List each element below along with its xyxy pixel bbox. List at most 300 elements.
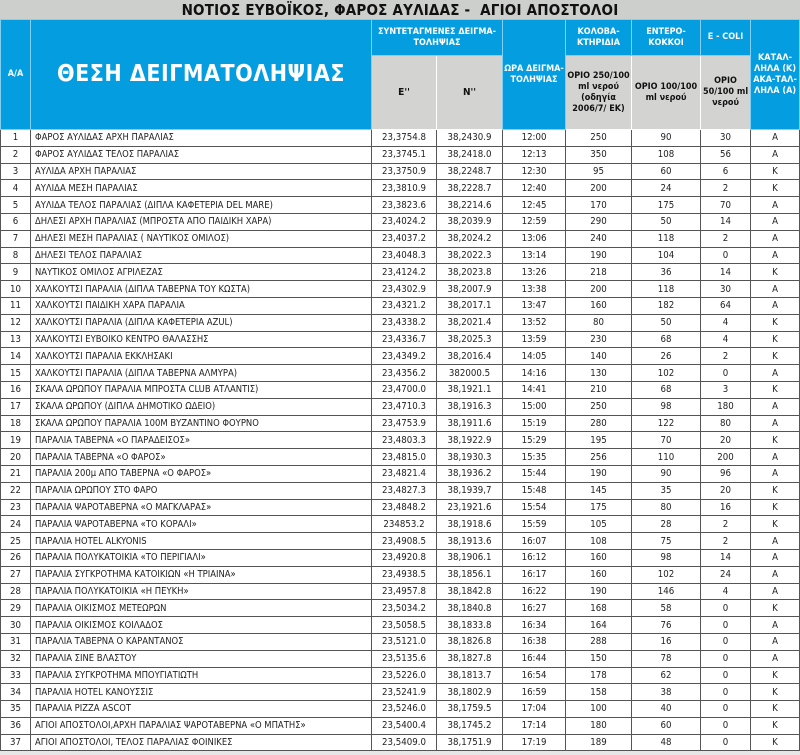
row-east: 23,4321.2	[372, 297, 437, 314]
row-number: 8	[1, 247, 31, 264]
row-enterococci: 48	[632, 734, 701, 751]
table-row	[1, 415, 800, 432]
row-number: 15	[1, 365, 31, 382]
row-ecoli: 2	[701, 230, 751, 247]
row-time: 16:07	[503, 533, 566, 550]
row-enterococci: 16	[632, 633, 701, 650]
row-east: 23,5034.2	[372, 600, 437, 617]
row-time: 16:12	[503, 549, 566, 566]
row-number: 34	[1, 684, 31, 701]
row-east: 23,4700.0	[372, 381, 437, 398]
row-east: 23,4957.8	[372, 583, 437, 600]
row-category: Α	[751, 415, 800, 432]
row-east: 23,3823.6	[372, 197, 437, 214]
row-number: 18	[1, 415, 31, 432]
row-ecoli: 0	[701, 701, 751, 718]
row-coliform: 105	[566, 516, 632, 533]
row-number: 17	[1, 398, 31, 415]
row-time: 13:38	[503, 281, 566, 298]
row-east: 23,4920.8	[372, 549, 437, 566]
row-ecoli: 200	[701, 449, 751, 466]
header-enterococci-limit: ΟΡΙΟ 100/100 ml νερού	[632, 56, 701, 130]
table-row	[1, 163, 800, 180]
row-location: ΠΑΡΑΛΙΑ ΟΙΚΙΣΜΟΣ ΜΕΤΕΩΡΩΝ	[31, 600, 372, 617]
row-coliform: 180	[566, 717, 632, 734]
row-category: Α	[751, 130, 800, 147]
row-ecoli: 4	[701, 314, 751, 331]
row-category: Κ	[751, 499, 800, 516]
row-location: ΔΗΛΕΣΙ ΑΡΧΗ ΠΑΡΑΛΙΑΣ (ΜΠΡΟΣΤΑ ΑΠΟ ΠΑΙΔΙΚΗ ΧΑΡΑ)	[31, 213, 372, 230]
row-category: Κ	[751, 314, 800, 331]
row-time: 13:59	[503, 331, 566, 348]
row-time: 17:04	[503, 701, 566, 718]
row-east: 23,4803.3	[372, 432, 437, 449]
row-ecoli: 0	[701, 684, 751, 701]
row-number: 32	[1, 650, 31, 667]
row-north: 382000.5	[437, 365, 503, 382]
row-category: Κ	[751, 163, 800, 180]
row-east: 23,4024.2	[372, 213, 437, 230]
row-coliform: 168	[566, 600, 632, 617]
table-row	[1, 633, 800, 650]
row-time: 13:47	[503, 297, 566, 314]
row-location: ΠΑΡΑΛΙΑ HOTEL ALKYONIS	[31, 533, 372, 550]
row-category: Α	[751, 633, 800, 650]
row-enterococci: 104	[632, 247, 701, 264]
row-number: 16	[1, 381, 31, 398]
row-category: Κ	[751, 264, 800, 281]
table-row	[1, 180, 800, 197]
header-ecoli: Ε - COLI	[701, 20, 751, 56]
row-coliform: 350	[566, 146, 632, 163]
row-enterococci: 60	[632, 163, 701, 180]
row-number: 9	[1, 264, 31, 281]
row-enterococci: 98	[632, 398, 701, 415]
row-time: 16:34	[503, 617, 566, 634]
row-ecoli: 80	[701, 415, 751, 432]
row-coliform: 108	[566, 533, 632, 550]
table-row	[1, 717, 800, 734]
row-coliform: 190	[566, 247, 632, 264]
row-coliform: 195	[566, 432, 632, 449]
row-east: 23,4037.2	[372, 230, 437, 247]
row-north: 38,1840.8	[437, 600, 503, 617]
table-row	[1, 381, 800, 398]
row-enterococci: 38	[632, 684, 701, 701]
row-number: 5	[1, 197, 31, 214]
row-number: 30	[1, 617, 31, 634]
row-north: 38,2214.6	[437, 197, 503, 214]
row-time: 12:00	[503, 130, 566, 147]
row-north: 38,2430.9	[437, 130, 503, 147]
row-time: 13:14	[503, 247, 566, 264]
row-location: ΠΑΡΑΛΙΑ ΣΥΓΚΡΟΤΗΜΑ ΜΠΟΥΓΙΑΤΙΩΤΗ	[31, 667, 372, 684]
row-number: 12	[1, 314, 31, 331]
row-north: 38,1921.1	[437, 381, 503, 398]
row-number: 37	[1, 734, 31, 751]
row-coliform: 240	[566, 230, 632, 247]
row-category: Α	[751, 465, 800, 482]
table-row	[1, 130, 800, 147]
row-location: ΠΑΡΑΛΙΑ HOTEL ΚΑΝΟΥΣΣΙΣ	[31, 684, 372, 701]
row-location: ΠΑΡΑΛΙΑ ΤΑΒΕΡΝΑ «Ο ΠΑΡΑΔΕΙΣΟΣ»	[31, 432, 372, 449]
row-ecoli: 4	[701, 583, 751, 600]
row-category: Κ	[751, 667, 800, 684]
row-number: 25	[1, 533, 31, 550]
table-row	[1, 516, 800, 533]
table-row	[1, 549, 800, 566]
row-east: 23,5226.0	[372, 667, 437, 684]
table-body	[1, 130, 800, 751]
row-east: 23,4349.2	[372, 348, 437, 365]
header-coliform-limit: ΟΡΙΟ 250/100 ml νερού (οδηγία 2006/7/ ΕΚ)	[566, 56, 632, 130]
row-coliform: 190	[566, 465, 632, 482]
table-row	[1, 398, 800, 415]
row-category: Κ	[751, 701, 800, 718]
row-time: 13:06	[503, 230, 566, 247]
header-north: Ν''	[437, 56, 503, 130]
row-enterococci: 28	[632, 516, 701, 533]
row-coliform: 200	[566, 281, 632, 298]
header-east: Ε''	[372, 56, 437, 130]
row-enterococci: 70	[632, 432, 701, 449]
row-ecoli: 2	[701, 516, 751, 533]
row-ecoli: 56	[701, 146, 751, 163]
row-north: 38,2021.4	[437, 314, 503, 331]
row-coliform: 130	[566, 365, 632, 382]
row-coliform: 218	[566, 264, 632, 281]
row-location: ΝΑΥΤΙΚΟΣ ΟΜΙΛΟΣ ΑΓΡΙΛΕΖΑΣ	[31, 264, 372, 281]
row-location: ΑΥΛΙΔΑ ΜΕΣΗ ΠΑΡΑΛΙΑΣ	[31, 180, 372, 197]
row-enterococci: 35	[632, 482, 701, 499]
row-category: Α	[751, 617, 800, 634]
row-number: 24	[1, 516, 31, 533]
row-number: 4	[1, 180, 31, 197]
row-coliform: 210	[566, 381, 632, 398]
row-time: 15:48	[503, 482, 566, 499]
row-enterococci: 182	[632, 297, 701, 314]
row-north: 38,2017.1	[437, 297, 503, 314]
row-number: 29	[1, 600, 31, 617]
row-enterococci: 175	[632, 197, 701, 214]
row-location: ΔΗΛΕΣΙ ΤΕΛΟΣ ΠΑΡΑΛΙΑΣ	[31, 247, 372, 264]
row-east: 23,4938.5	[372, 566, 437, 583]
row-location: ΧΑΛΚΟΥΤΣΙ ΠΑΡΑΛΙΑ ΕΚΚΛΗΣΑΚΙ	[31, 348, 372, 365]
row-number: 28	[1, 583, 31, 600]
row-number: 19	[1, 432, 31, 449]
row-coliform: 175	[566, 499, 632, 516]
row-location: ΑΓΙΟΙ ΑΠΟΣΤΟΛΟΙ, ΤΕΛΟΣ ΠΑΡΑΛΙΑΣ ΦΟΙΝΙΚΕΣ	[31, 734, 372, 751]
table-row	[1, 314, 800, 331]
row-time: 15:19	[503, 415, 566, 432]
row-ecoli: 0	[701, 247, 751, 264]
row-ecoli: 30	[701, 281, 751, 298]
row-location: ΦΑΡΟΣ ΑΥΛΙΔΑΣ ΤΕΛΟΣ ΠΑΡΑΛΙΑΣ	[31, 146, 372, 163]
row-east: 23,4753.9	[372, 415, 437, 432]
row-enterococci: 90	[632, 465, 701, 482]
row-number: 27	[1, 566, 31, 583]
row-category: Κ	[751, 734, 800, 751]
row-time: 12:45	[503, 197, 566, 214]
row-number: 2	[1, 146, 31, 163]
row-time: 13:52	[503, 314, 566, 331]
table-row	[1, 667, 800, 684]
row-location: ΠΑΡΑΛΙΑ ΨΑΡΟΤΑΒΕΡΝΑ «Ο ΜΑΓΚΛΑΡΑΣ»	[31, 499, 372, 516]
row-location: ΧΑΛΚΟΥΤΣΙ ΠΑΙΔΙΚΗ ΧΑΡΑ ΠΑΡΑΛΙΑ	[31, 297, 372, 314]
table-row	[1, 482, 800, 499]
row-east: 23,5409.0	[372, 734, 437, 751]
row-number: 6	[1, 213, 31, 230]
row-north: 38,1906.1	[437, 549, 503, 566]
row-time: 16:22	[503, 583, 566, 600]
row-coliform: 256	[566, 449, 632, 466]
row-time: 15:54	[503, 499, 566, 516]
row-location: ΠΑΡΑΛΙΑ ΣΙΝΕ ΒΛΑΣΤΟΥ	[31, 650, 372, 667]
row-time: 16:59	[503, 684, 566, 701]
row-location: ΔΗΛΕΣΙ ΜΕΣΗ ΠΑΡΑΛΙΑΣ ( ΝΑΥΤΙΚΟΣ ΟΜΙΛΟΣ)	[31, 230, 372, 247]
row-coliform: 290	[566, 213, 632, 230]
row-category: Κ	[751, 717, 800, 734]
row-category: Α	[751, 365, 800, 382]
row-enterococci: 118	[632, 281, 701, 298]
row-time: 16:54	[503, 667, 566, 684]
row-category: Α	[751, 549, 800, 566]
header-location: ΘΕΣΗ ΔΕΙΓΜΑΤΟΛΗΨΙΑΣ	[31, 20, 372, 130]
row-location: ΧΑΛΚΟΥΤΣΙ ΠΑΡΑΛΙΑ (ΔΙΠΛΑ ΚΑΦΕΤΕΡΙΑ AZUL)	[31, 314, 372, 331]
row-coliform: 158	[566, 684, 632, 701]
header-enterococci: ΕΝΤΕΡΟ-ΚΟΚΚΟΙ	[632, 20, 701, 56]
row-north: 38,2024.2	[437, 230, 503, 247]
header-ecoli-limit: ΟΡΙΟ 50/100 ml νερού	[701, 56, 751, 130]
row-east: 23,4848.2	[372, 499, 437, 516]
row-coliform: 100	[566, 701, 632, 718]
row-enterococci: 40	[632, 701, 701, 718]
row-location: ΠΑΡΑΛΙΑ ΣΥΓΚΡΟΤΗΜΑ ΚΑΤΟΙΚΙΩΝ «Η ΤΡΙΑΙΝΑ»	[31, 566, 372, 583]
row-enterococci: 108	[632, 146, 701, 163]
row-time: 17:14	[503, 717, 566, 734]
row-coliform: 230	[566, 331, 632, 348]
header-time: ΩΡΑ ΔΕΙΓΜΑ-ΤΟΛΗΨΙΑΣ	[503, 20, 566, 130]
row-location: ΠΑΡΑΛΙΑ ΠΟΛΥΚΑΤΟΙΚΙΑ «Η ΠΕΥΚΗ»	[31, 583, 372, 600]
row-east: 23,4815.0	[372, 449, 437, 466]
row-location: ΑΓΙΟΙ ΑΠΟΣΤΟΛΟΙ,ΑΡΧΗ ΠΑΡΑΛΙΑΣ ΨΑΡΟΤΑΒΕΡΝΑ «Ο ΜΠΑΤΗΣ»	[31, 717, 372, 734]
row-north: 23,1921.6	[437, 499, 503, 516]
table-row	[1, 583, 800, 600]
row-north: 38,1922.9	[437, 432, 503, 449]
row-time: 13:26	[503, 264, 566, 281]
row-category: Α	[751, 566, 800, 583]
row-coliform: 140	[566, 348, 632, 365]
row-enterococci: 80	[632, 499, 701, 516]
row-north: 38,1911.6	[437, 415, 503, 432]
row-category: Κ	[751, 516, 800, 533]
row-ecoli: 70	[701, 197, 751, 214]
table-row	[1, 650, 800, 667]
header-aa: Α/Α	[1, 20, 31, 130]
row-ecoli: 24	[701, 566, 751, 583]
row-number: 10	[1, 281, 31, 298]
row-coliform: 80	[566, 314, 632, 331]
row-location: ΑΥΛΙΔΑ ΤΕΛΟΣ ΠΑΡΑΛΙΑΣ (ΔΙΠΛΑ ΚΑΦΕΤΕΡΙΑ DEL MARE)	[31, 197, 372, 214]
row-east: 23,4302.9	[372, 281, 437, 298]
row-north: 38,1913.6	[437, 533, 503, 550]
row-enterococci: 36	[632, 264, 701, 281]
row-location: ΠΑΡΑΛΙΑ ΤΑΒΕΡΝΑ Ο ΚΑΡΑΝΤΑΝΟΣ	[31, 633, 372, 650]
row-category: Κ	[751, 684, 800, 701]
row-number: 14	[1, 348, 31, 365]
row-time: 14:41	[503, 381, 566, 398]
row-category: Α	[751, 449, 800, 466]
table-row	[1, 432, 800, 449]
row-location: ΣΚΑΛΑ ΩΡΩΠΟΥ ΠΑΡΑΛΙΑ ΜΠΡΟΣΤΑ CLUB ΑΤΛΑΝΤΙΣ)	[31, 381, 372, 398]
row-time: 12:40	[503, 180, 566, 197]
row-north: 38,2016.4	[437, 348, 503, 365]
row-number: 23	[1, 499, 31, 516]
row-north: 38,2039.9	[437, 213, 503, 230]
row-number: 21	[1, 465, 31, 482]
row-time: 16:17	[503, 566, 566, 583]
row-east: 23,4821.4	[372, 465, 437, 482]
row-ecoli: 2	[701, 348, 751, 365]
row-coliform: 189	[566, 734, 632, 751]
row-east: 23,3810.9	[372, 180, 437, 197]
row-number: 22	[1, 482, 31, 499]
row-enterococci: 60	[632, 717, 701, 734]
row-enterococci: 50	[632, 213, 701, 230]
table-row	[1, 449, 800, 466]
row-ecoli: 2	[701, 533, 751, 550]
row-ecoli: 64	[701, 297, 751, 314]
row-location: ΣΚΑΛΑ ΩΡΩΠΟΥ ΠΑΡΑΛΙΑ 100Μ ΒΥΖΑΝΤΙΝΟ ΦΟΥΡΝΟ	[31, 415, 372, 432]
row-number: 26	[1, 549, 31, 566]
row-enterococci: 102	[632, 365, 701, 382]
row-ecoli: 96	[701, 465, 751, 482]
row-north: 38,2023.8	[437, 264, 503, 281]
row-location: ΧΑΛΚΟΥΤΣΙ ΕΥΒΟΙΚΟ ΚΕΝΤΡΟ ΘΑΛΑΣΣΗΣ	[31, 331, 372, 348]
row-location: ΠΑΡΑΛΙΑ ΟΙΚΙΣΜΟΣ ΚΟΙΛΑΔΟΣ	[31, 617, 372, 634]
row-coliform: 145	[566, 482, 632, 499]
row-category: Α	[751, 146, 800, 163]
row-time: 14:16	[503, 365, 566, 382]
table-row	[1, 600, 800, 617]
row-enterococci: 62	[632, 667, 701, 684]
table-row	[1, 297, 800, 314]
row-ecoli: 2	[701, 180, 751, 197]
row-ecoli: 6	[701, 163, 751, 180]
row-location: ΠΑΡΑΛΙΑ ΠΟΛΥΚΑΤΟΙΚΙΑ «ΤΟ ΠΕΡΙΓΙΑΛΙ»	[31, 549, 372, 566]
row-enterococci: 98	[632, 549, 701, 566]
row-category: Κ	[751, 331, 800, 348]
row-ecoli: 180	[701, 398, 751, 415]
row-location: ΠΑΡΑΛΙΑ ΩΡΩΠΟΥ ΣΤΟ ΦΑΡΟ	[31, 482, 372, 499]
row-ecoli: 0	[701, 633, 751, 650]
row-category: Α	[751, 583, 800, 600]
table-row	[1, 230, 800, 247]
row-east: 23,4124.2	[372, 264, 437, 281]
row-number: 35	[1, 701, 31, 718]
row-north: 38,2007.9	[437, 281, 503, 298]
row-north: 38,1813.7	[437, 667, 503, 684]
table-row	[1, 533, 800, 550]
row-north: 38,2248.7	[437, 163, 503, 180]
table-row	[1, 566, 800, 583]
row-east: 23,4710.3	[372, 398, 437, 415]
row-north: 38,2418.0	[437, 146, 503, 163]
row-category: Α	[751, 650, 800, 667]
table-row	[1, 197, 800, 214]
row-north: 38,1856.1	[437, 566, 503, 583]
table-row	[1, 213, 800, 230]
row-number: 3	[1, 163, 31, 180]
row-coliform: 95	[566, 163, 632, 180]
row-enterococci: 118	[632, 230, 701, 247]
row-enterococci: 146	[632, 583, 701, 600]
row-east: 23,4048.3	[372, 247, 437, 264]
table-row	[1, 331, 800, 348]
row-east: 23,5121.0	[372, 633, 437, 650]
row-coliform: 150	[566, 650, 632, 667]
row-coliform: 250	[566, 398, 632, 415]
row-north: 38,2022.3	[437, 247, 503, 264]
row-north: 38,1939,7	[437, 482, 503, 499]
row-ecoli: 0	[701, 365, 751, 382]
row-location: ΠΑΡΑΛΙΑ ΤΑΒΕΡΝΑ «Ο ΦΑΡΟΣ»	[31, 449, 372, 466]
row-category: Κ	[751, 600, 800, 617]
row-ecoli: 16	[701, 499, 751, 516]
row-time: 15:35	[503, 449, 566, 466]
row-north: 38,1936.2	[437, 465, 503, 482]
row-ecoli: 14	[701, 549, 751, 566]
row-number: 36	[1, 717, 31, 734]
row-east: 23,5400.4	[372, 717, 437, 734]
row-north: 38,2228.7	[437, 180, 503, 197]
row-north: 38,1826.8	[437, 633, 503, 650]
row-category: Α	[751, 398, 800, 415]
row-number: 7	[1, 230, 31, 247]
row-location: ΧΑΛΚΟΥΤΣΙ ΠΑΡΑΛΙΑ (ΔΙΠΛΑ ΤΑΒΕΡΝΑ ΤΟΥ ΚΩΣΤΑ)	[31, 281, 372, 298]
row-location: ΠΑΡΑΛΙΑ 200μ ΑΠΟ ΤΑΒΕΡΝΑ «Ο ΦΑΡΟΣ»	[31, 465, 372, 482]
bottom-strip	[0, 751, 800, 755]
row-time: 15:29	[503, 432, 566, 449]
row-east: 234853.2	[372, 516, 437, 533]
row-ecoli: 14	[701, 264, 751, 281]
row-location: ΑΥΛΙΔΑ ΑΡΧΗ ΠΑΡΑΛΙΑΣ	[31, 163, 372, 180]
row-ecoli: 20	[701, 482, 751, 499]
row-ecoli: 4	[701, 331, 751, 348]
row-east: 23,3750.9	[372, 163, 437, 180]
row-time: 16:44	[503, 650, 566, 667]
row-location: ΦΑΡΟΣ ΑΥΛΙΔΑΣ ΑΡΧΗ ΠΑΡΑΛΙΑΣ	[31, 130, 372, 147]
row-enterococci: 102	[632, 566, 701, 583]
row-ecoli: 3	[701, 381, 751, 398]
row-number: 13	[1, 331, 31, 348]
row-location: ΧΑΛΚΟΥΤΣΙ ΠΑΡΑΛΙΑ (ΔΙΠΛΑ ΤΑΒΕΡΝΑ ΑΛΜΥΡΑ)	[31, 365, 372, 382]
row-ecoli: 0	[701, 600, 751, 617]
row-east: 23,5135.6	[372, 650, 437, 667]
row-north: 38,1918.6	[437, 516, 503, 533]
row-east: 23,5058.5	[372, 617, 437, 634]
table-row	[1, 684, 800, 701]
row-time: 16:27	[503, 600, 566, 617]
row-coliform: 178	[566, 667, 632, 684]
row-ecoli: 30	[701, 130, 751, 147]
row-category: Α	[751, 297, 800, 314]
row-north: 38,1833.8	[437, 617, 503, 634]
row-coliform: 164	[566, 617, 632, 634]
row-category: Α	[751, 197, 800, 214]
row-time: 15:44	[503, 465, 566, 482]
row-location: ΣΚΑΛΑ ΩΡΩΠΟΥ (ΔΙΠΛΑ ΔΗΜΟΤΙΚΟ ΩΔΕΙΟ)	[31, 398, 372, 415]
